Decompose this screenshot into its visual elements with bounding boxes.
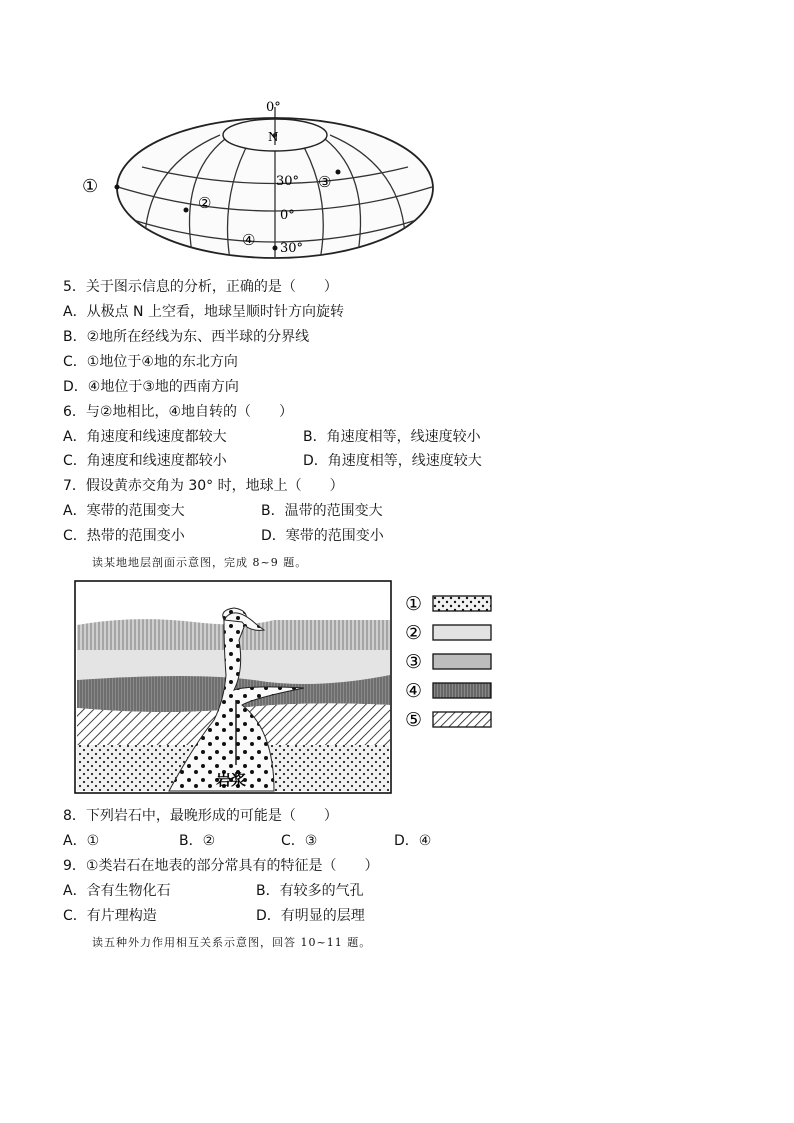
note-10-11: 读五种外力作用相互关系示意图，回答 10~11 题。	[92, 936, 372, 949]
q5-option-a: A．从极点 N 上空看，地球呈顺时针方向旋转	[63, 304, 344, 320]
q9-option-a: A．含有生物化石	[63, 883, 171, 899]
globe-point-1: ①	[82, 176, 99, 197]
globe-figure	[70, 95, 470, 270]
magma-label: 岩浆	[216, 771, 247, 789]
globe-label-n: N	[268, 130, 279, 144]
legend-label-1: ①	[405, 593, 423, 615]
globe-point-3: ③	[318, 173, 332, 191]
legend-label-3: ③	[405, 651, 423, 673]
q8-option-d: D．④	[394, 833, 432, 849]
q7-option-d: D．寒带的范围变小	[261, 528, 384, 544]
globe-label-0-top: 0°	[266, 100, 281, 115]
q6-option-c: C．角速度和线速度都较小	[63, 453, 227, 469]
q5-option-b: B．②地所在经线为东、西半球的分界线	[63, 329, 310, 345]
strata-legend	[405, 592, 500, 732]
legend-label-5: ⑤	[405, 709, 423, 731]
legend-label-4: ④	[405, 680, 423, 702]
globe-label-30-lower: 30°	[280, 241, 304, 256]
q7-option-c: C．热带的范围变小	[63, 528, 185, 544]
q7-stem: 7．假设黄赤交角为 30° 时，地球上（ ）	[63, 478, 344, 494]
q6-option-b: B．角速度相等，线速度较小	[303, 429, 481, 445]
q9-option-b: B．有较多的气孔	[256, 883, 364, 899]
q5-option-d: D．④地位于③地的西南方向	[63, 379, 239, 395]
q8-option-b: B．②	[179, 833, 216, 849]
q8-stem: 8．下列岩石中，最晚形成的可能是（ ）	[63, 808, 338, 824]
q6-stem: 6．与②地相比，④地自转的（ ）	[63, 404, 294, 420]
q6-option-d: D．角速度相等，线速度较大	[303, 453, 482, 469]
q9-option-d: D．有明显的层理	[256, 908, 365, 924]
q7-option-b: B．温带的范围变大	[261, 503, 383, 519]
q7-option-a: A．寒带的范围变大	[63, 503, 185, 519]
q5-option-c: C．①地位于④地的东北方向	[63, 354, 238, 370]
q5-stem: 5．关于图示信息的分析，正确的是（ ）	[63, 279, 338, 295]
note-8-9: 读某地地层剖面示意图，完成 8~9 题。	[92, 556, 308, 569]
globe-point-2: ②	[198, 194, 212, 212]
q8-option-c: C．③	[281, 833, 318, 849]
q9-option-c: C．有片理构造	[63, 908, 157, 924]
strata-diagram	[74, 580, 394, 796]
globe-label-30-upper: 30°	[276, 174, 300, 189]
q9-stem: 9．①类岩石在地表的部分常具有的特征是（ ）	[63, 858, 379, 874]
globe-label-0-mid: 0°	[280, 208, 295, 223]
globe-point-4: ④	[242, 231, 256, 249]
q8-option-a: A．①	[63, 833, 100, 849]
legend-label-2: ②	[405, 622, 423, 644]
q6-option-a: A．角速度和线速度都较大	[63, 429, 227, 445]
